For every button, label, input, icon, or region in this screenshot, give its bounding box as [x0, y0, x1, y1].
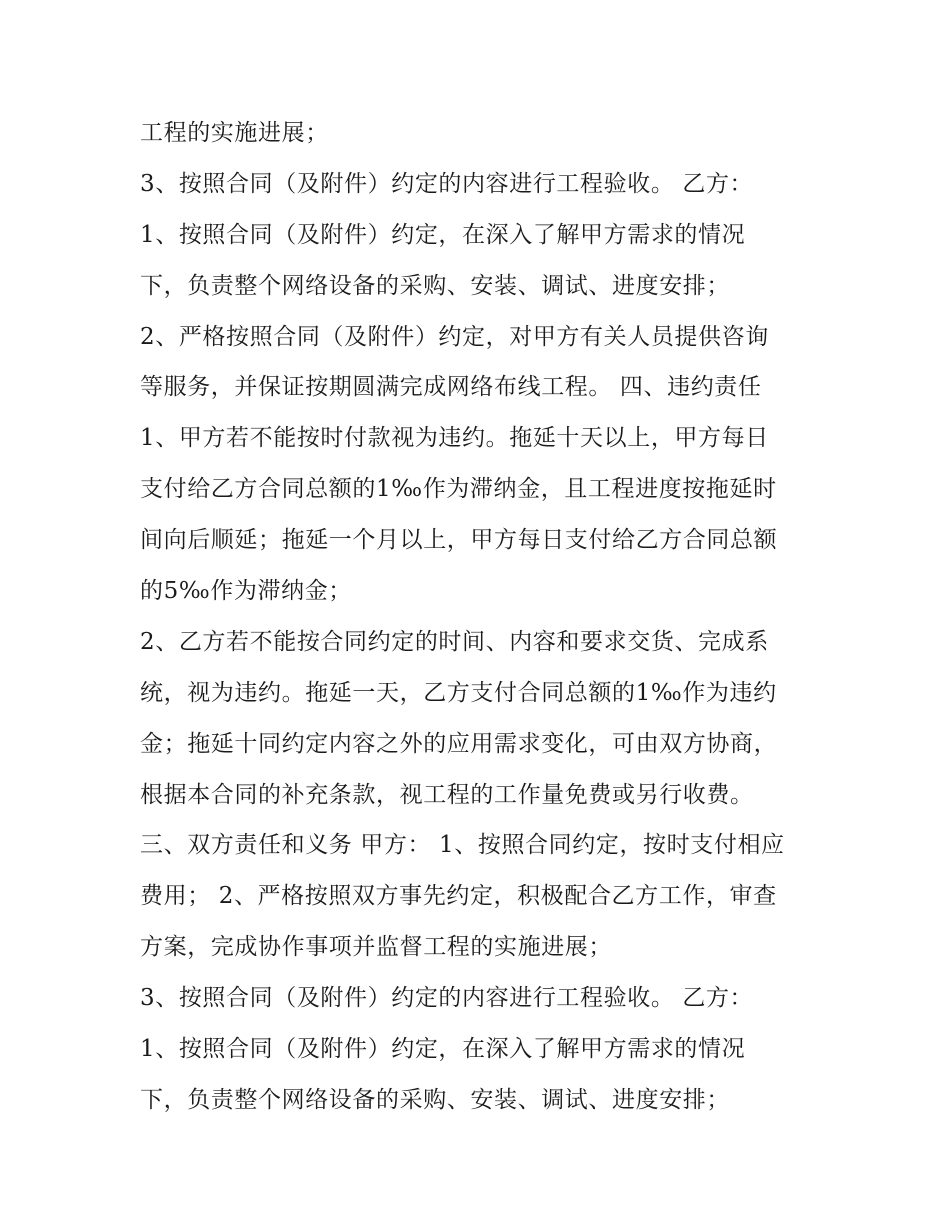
text-line: 1、按照合同（及附件）约定，在深入了解甲方需求的情况 — [140, 1036, 746, 1063]
text-line: 统，视为违约。拖延一天，乙方支付合同总额的1‰作为违约 — [140, 679, 777, 706]
text-line: 间向后顺延；拖延一个月以上，甲方每日支付给乙方合同总额 — [140, 527, 778, 554]
text-line: 金；拖延十同约定内容之外的应用需求变化，可由双方协商， — [140, 730, 778, 757]
text-line: 三、双方责任和义务 甲方： 1、按照合同约定，按时支付相应 — [140, 832, 785, 859]
text-line: 3、按照合同（及附件）约定的内容进行工程验收。 乙方： — [140, 170, 754, 197]
document-body — [140, 108, 840, 1126]
text-line: 2、严格按照合同（及附件）约定，对甲方有关人员提供咨询 — [140, 323, 769, 350]
text-line: 2、乙方若不能按合同约定的时间、内容和要求交货、完成系 — [140, 628, 769, 655]
text-line: 1、按照合同（及附件）约定，在深入了解甲方需求的情况 — [140, 221, 746, 248]
text-line: 等服务，并保证按期圆满完成网络布线工程。 四、违约责任 — [140, 374, 762, 401]
text-line: 支付给乙方合同总额的1‰作为滞纳金，且工程进度按拖延时 — [140, 476, 777, 503]
text-line: 3、按照合同（及附件）约定的内容进行工程验收。 乙方： — [140, 985, 754, 1012]
text-line: 下，负责整个网络设备的采购、安装、调试、进度安排； — [140, 1086, 730, 1113]
text-line: 工程的实施进展； — [140, 120, 329, 146]
text-line: 方案，完成协作事项并监督工程的实施进展； — [140, 934, 612, 961]
text-line: 费用； 2、严格按照双方事先约定，积极配合乙方工作，审查 — [140, 883, 777, 910]
text-line: 根据本合同的补充条款，视工程的工作量免费或另行收费。 — [140, 781, 754, 808]
text-line: 1、甲方若不能按时付款视为违约。拖延十天以上，甲方每日 — [140, 425, 769, 452]
text-line: 下，负责整个网络设备的采购、安装、调试、进度安排； — [140, 272, 730, 299]
text-line: 的5‰作为滞纳金； — [140, 578, 352, 605]
